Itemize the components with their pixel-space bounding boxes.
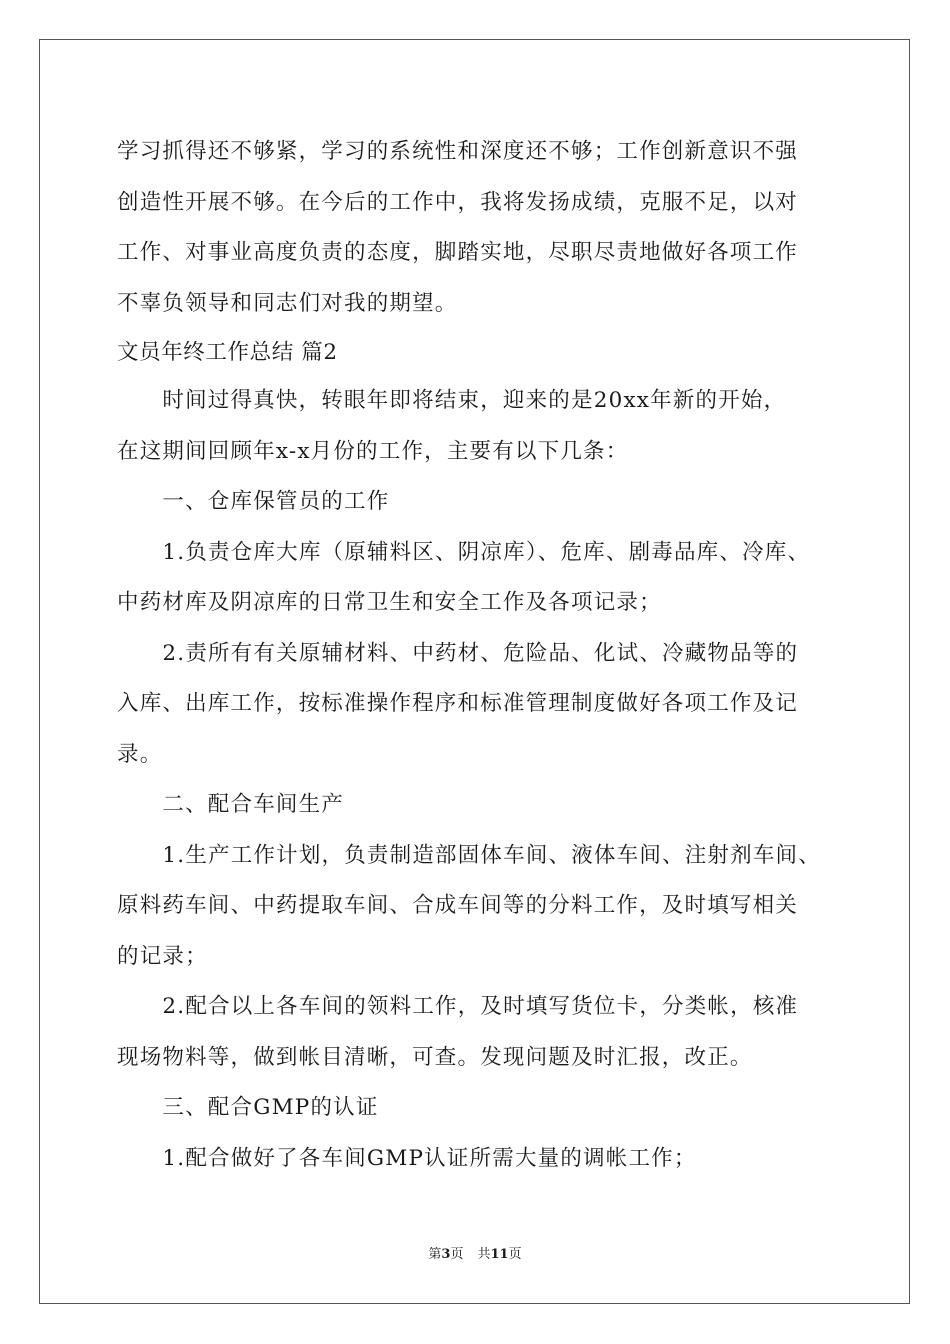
subheading-line: 一、仓库保管员的工作 xyxy=(117,489,390,514)
paragraph-line: 中药材库及阴凉库的日常卫生和安全工作及各项记录； xyxy=(117,590,662,615)
paragraph-line: 时间过得真快，转眼年即将结束，迎来的是20xx年新的开始， xyxy=(117,388,787,413)
paragraph-line: 不辜负领导和同志们对我的期望。 xyxy=(117,290,458,316)
paragraph-line: 2.责所有有关原辅材料、中药材、危险品、化试、冷藏物品等的 xyxy=(117,640,799,666)
paragraph-line: 2.配合以上各车间的领料工作，及时填写货位卡，分类帐，核准 xyxy=(117,994,799,1019)
paragraph-line: 1.负责仓库大库（原辅料区、阴凉库）、危库、剧毒品库、冷库、 xyxy=(117,539,811,565)
paragraph-line: 的记录； xyxy=(117,943,208,969)
paragraph-line: 入库、出库工作，按标准操作程序和标准管理制度做好各项工作及记 xyxy=(117,691,799,716)
page-footer xyxy=(0,1245,950,1265)
current-page-number: 3 xyxy=(441,1247,451,1262)
paragraph-line: 1.生产工作计划，负责制造部固体车间、液体车间、注射剂车间、 xyxy=(117,842,821,868)
footer-total-unit: 页 xyxy=(508,1247,522,1262)
paragraph-line: 原料药车间、中药提取车间、合成车间等的分料工作，及时填写相关 xyxy=(117,893,799,918)
paragraph-line: 录。 xyxy=(117,741,163,767)
footer-prefix: 第 xyxy=(428,1247,442,1262)
paragraph-line: 现场物料等，做到帐目清晰，可查。发现问题及时汇报，改正。 xyxy=(117,1044,753,1070)
subheading-line: 三、配合GMP的认证 xyxy=(117,1095,379,1120)
paragraph-line: 学习抓得还不够紧，学习的系统性和深度还不够；工作创新意识不强 xyxy=(117,139,799,164)
footer-page-unit: 页 xyxy=(450,1247,464,1262)
section-title: 文员年终工作总结 篇2 xyxy=(117,340,338,365)
paragraph-line: 创造性开展不够。在今后的工作中，我将发扬成绩，克服不足，以对 xyxy=(117,189,799,215)
total-page-count: 11 xyxy=(490,1247,509,1262)
document-body xyxy=(117,127,837,1184)
paragraph-line: 工作、对事业高度负责的态度，脚踏实地，尽职尽责地做好各项工作 xyxy=(117,240,799,265)
footer-total-prefix: 共 xyxy=(477,1247,491,1262)
paragraph-line: 1.配合做好了各车间GMP认证所需大量的调帐工作； xyxy=(117,1145,697,1171)
subheading-line: 二、配合车间生产 xyxy=(117,792,345,817)
paragraph-line: 在这期间回顾年x-x月份的工作，主要有以下几条： xyxy=(117,438,629,464)
